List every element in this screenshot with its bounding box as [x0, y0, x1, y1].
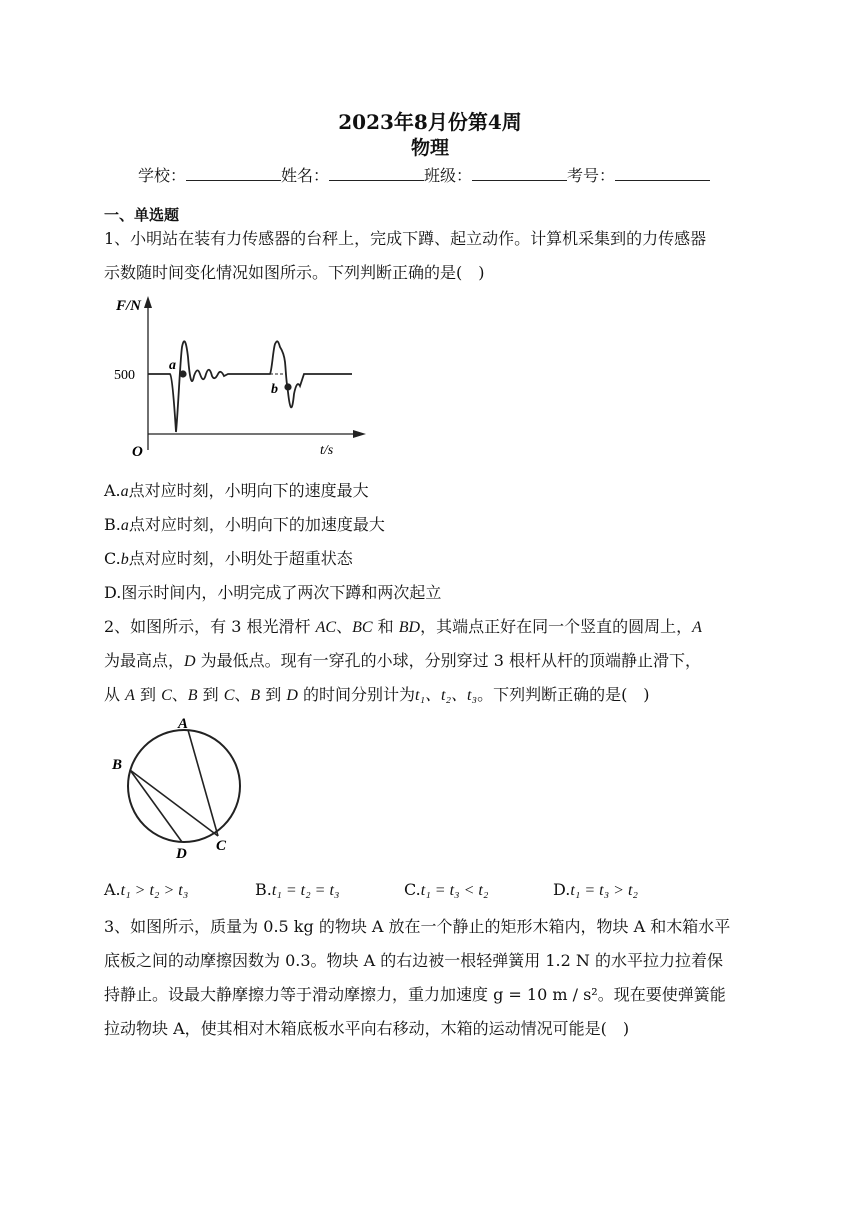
- y-axis-arrow: [144, 296, 152, 308]
- q2-option-a-prefix: A.: [104, 880, 121, 899]
- q1-option-b[interactable]: [104, 512, 385, 535]
- y-axis-label: F/N: [116, 298, 142, 314]
- q2-option-b-expr: t₁ = t₂ = t₃: [271, 882, 340, 899]
- rod-bc: [130, 770, 218, 836]
- section-title: 一、单选题: [104, 206, 180, 224]
- circle: [128, 730, 240, 842]
- point-a-label: a: [169, 358, 176, 373]
- q2-var: B: [187, 687, 198, 704]
- q2-text: 为最高点，: [104, 651, 185, 670]
- force-curve: [148, 341, 352, 432]
- class-blank[interactable]: [472, 165, 567, 181]
- q1-option-b-text: 点对应时刻，小明向下的加速度最大: [128, 515, 385, 534]
- q2-text: 、: [171, 685, 188, 704]
- exam-number-blank[interactable]: [615, 165, 710, 181]
- q2-option-c-prefix: C.: [404, 880, 421, 899]
- q2-option-d-prefix: D.: [553, 880, 571, 899]
- q2-option-a-expr: t₁ > t₂ > t₃: [120, 882, 189, 899]
- point-A-label: A: [178, 716, 189, 732]
- q2-var: C: [223, 687, 235, 704]
- q2-var: C: [161, 687, 172, 704]
- q2-option-b[interactable]: [255, 880, 339, 900]
- q2-option-c-expr: t₁ = t₃ < t₂: [420, 882, 489, 899]
- q2-var-bc: BC: [352, 619, 373, 636]
- q2-var-a: A: [692, 619, 702, 636]
- q1-stem-line2: 示数随时间变化情况如图所示。下列判断正确的是( ): [104, 263, 485, 282]
- q1-option-a-prefix: A.: [104, 481, 121, 500]
- q2-text: 的时间分别计为: [297, 685, 416, 704]
- q2-option-b-prefix: B.: [255, 880, 272, 899]
- q3-stem-line3: 持静止。设最大静摩擦力等于滑动摩擦力，重力加速度 g = 10 m / s²。现在要使弹簧能: [104, 985, 726, 1004]
- q2-text: 从: [104, 685, 126, 704]
- q1-option-c[interactable]: [104, 546, 353, 569]
- q2-text: 为最低点。现有一穿孔的小球，分别穿过 3 根杆从杆的顶端静止滑下，: [195, 651, 702, 670]
- class-label: 班级：: [424, 166, 473, 185]
- q1-option-b-var: a: [120, 517, 129, 534]
- q2-text: 到: [134, 685, 162, 704]
- q3-stem-line4: 拉动物块 A，使其相对木箱底板水平向右移动，木箱的运动情况可能是( ): [104, 1019, 630, 1038]
- q2-option-d[interactable]: [553, 880, 638, 900]
- origin-label: O: [132, 444, 143, 460]
- rod-ac: [188, 730, 218, 836]
- point-b-marker: [284, 383, 291, 390]
- q2-text: 、: [234, 685, 251, 704]
- q2-var-bd: BD: [398, 619, 421, 636]
- q2-text: 到: [260, 685, 287, 704]
- q1-option-c-prefix: C.: [104, 549, 121, 568]
- q1-option-c-var: b: [120, 551, 129, 568]
- point-b-label: b: [271, 382, 278, 397]
- q2-time-vars: t₁、t₂、t₃: [415, 687, 478, 704]
- q2-stem-line1: [104, 614, 702, 637]
- q2-option-c[interactable]: [404, 880, 488, 900]
- q2-circle-diagram: [104, 712, 264, 858]
- q2-stem-line2: [104, 648, 701, 671]
- q1-option-d[interactable]: D.图示时间内，小明完成了两次下蹲和两次起立: [104, 583, 442, 602]
- q1-option-b-prefix: B.: [104, 515, 121, 534]
- q3-stem-line1: 3、如图所示，质量为 0.5 kg 的物块 A 放在一个静止的矩形木箱内，物块 A 和木箱水平: [104, 917, 731, 936]
- exam-number-label: 考号：: [567, 166, 616, 185]
- q2-text: 和: [372, 617, 399, 636]
- q2-stem-line3: [104, 682, 650, 705]
- q2-var-d: D: [184, 653, 196, 670]
- q3-stem-line2: 底板之间的动摩擦因数为 0.3。物块 A 的右边被一根轻弹簧用 1.2 N 的水平拉力拉着保: [104, 951, 723, 970]
- point-C-label: C: [216, 838, 227, 854]
- q1-option-c-text: 点对应时刻，小明处于超重状态: [128, 549, 353, 568]
- q1-option-a[interactable]: [104, 478, 369, 501]
- name-blank[interactable]: [329, 165, 424, 181]
- q2-var: D: [286, 687, 298, 704]
- student-info-row: [138, 163, 710, 186]
- rod-bd: [130, 770, 182, 842]
- subject-title: 物理: [410, 137, 449, 159]
- q1-option-a-var: a: [120, 483, 129, 500]
- page-title: 2023年8月份第4周: [338, 110, 522, 134]
- point-a-marker: [179, 370, 186, 377]
- x-axis-label: t/s: [320, 443, 334, 458]
- point-D-label: D: [176, 846, 187, 858]
- name-label: 姓名：: [281, 166, 330, 185]
- q2-option-a[interactable]: [104, 880, 188, 900]
- q1-option-a-text: 点对应时刻，小明向下的速度最大: [128, 481, 369, 500]
- q1-force-time-graph: [110, 292, 370, 464]
- q1-stem-line1: 1、小明站在装有力传感器的台秤上，完成下蹲、起立动作。计算机采集到的力传感器: [104, 229, 707, 248]
- q2-text: 、: [336, 617, 353, 636]
- point-B-label: B: [112, 757, 123, 773]
- school-label: 学校：: [138, 166, 187, 185]
- q2-option-d-expr: t₁ = t₃ > t₂: [570, 882, 638, 899]
- x-axis-arrow: [353, 430, 366, 438]
- q2-text: 到: [197, 685, 224, 704]
- y-tick-500: 500: [114, 368, 135, 383]
- q2-text: 。下列判断正确的是( ): [477, 685, 650, 704]
- q2-var: A: [125, 687, 135, 704]
- q2-text: 2、如图所示，有 3 根光滑杆: [104, 617, 316, 636]
- school-blank[interactable]: [186, 165, 281, 181]
- q2-var: B: [250, 687, 261, 704]
- q2-var-ac: AC: [315, 619, 337, 636]
- q2-text: ，其端点正好在同一个竖直的圆周上，: [420, 617, 693, 636]
